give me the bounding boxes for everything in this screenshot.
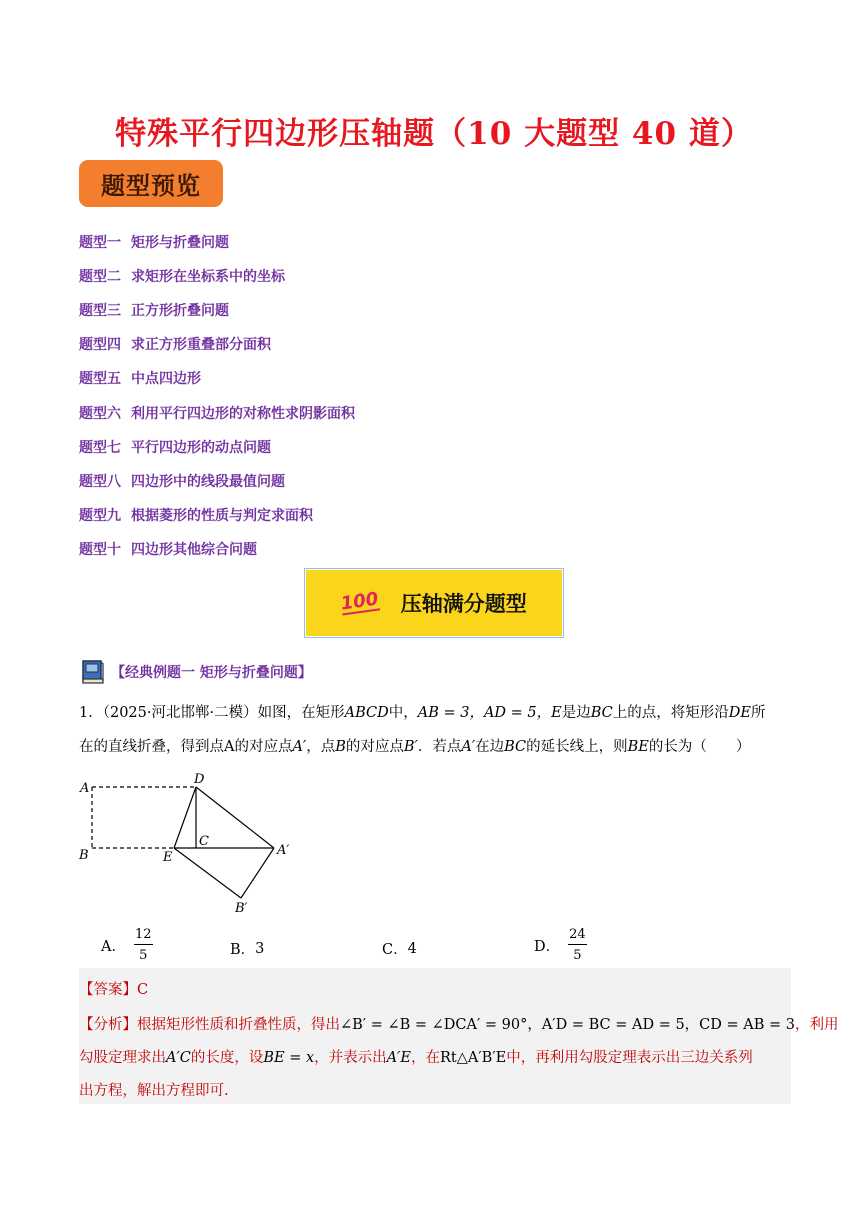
label-e: E	[163, 850, 173, 865]
option-a: A． $\frac{12}{5}$	[101, 927, 152, 963]
topic-item: 题型六 利用平行四边形的对称性求阴影面积	[79, 405, 355, 422]
label-a: A	[80, 781, 90, 796]
book-icon	[79, 658, 107, 686]
section-heading	[79, 658, 312, 686]
topic-item: 题型七 平行四边形的动点问题	[79, 439, 271, 456]
section-title: 【经典例题一 矩形与折叠问题】	[111, 665, 312, 681]
question-line-2: 在的直线折叠，得到点A的对应点A′，点B的对应点B′．若点A′在边BC的延长线上，则BE的长为（ ）	[79, 739, 751, 755]
label-c: C	[199, 834, 209, 849]
topic-item: 题型二 求矩形在坐标系中的坐标	[79, 269, 285, 286]
topic-item: 题型四 求正方形重叠部分面积	[79, 337, 271, 354]
topic-item: 题型五 中点四边形	[79, 371, 201, 388]
topic-item: 题型一 矩形与折叠问题	[79, 235, 229, 252]
geometry-figure	[76, 770, 306, 918]
document-title: 特殊平行四边形压轴题（10 大题型 40 道）	[115, 116, 753, 152]
preview-badge: 题型预览	[79, 160, 223, 207]
topic-item: 题型八 四边形中的线段最值问题	[79, 473, 285, 490]
answer-box	[79, 968, 839, 1104]
label-d: D	[194, 772, 205, 787]
option-b: B． 3	[230, 940, 265, 958]
analysis-line-1: 【分析】根据矩形性质和折叠性质，得出∠B′ = ∠B = ∠DCA′ = 90°，A′D = BC = AD = 5，CD = AB = 3，利用	[79, 1017, 839, 1033]
option-d: D． $\frac{24}{5}$	[534, 927, 586, 963]
label-a-prime: A′	[277, 843, 290, 858]
answer-line: 【答案】C	[79, 982, 149, 998]
question-line-1: 1．（2025·河北邯郸·二模）如图，在矩形ABCD中，AB = 3，AD = 5，E是边BC上的点，将矩形沿DE所	[79, 705, 766, 721]
full-score-banner	[304, 568, 564, 638]
topic-item: 题型九 根据菱形的性质与判定求面积	[79, 507, 313, 524]
analysis-line-3: 出方程，解出方程即可.	[79, 1083, 229, 1099]
topic-item: 题型十 四边形其他综合问题	[79, 541, 257, 558]
label-b: B	[79, 848, 89, 863]
label-b-prime: B′	[235, 901, 248, 916]
hundred-points-icon: 100	[339, 588, 380, 615]
analysis-line-2: 勾股定理求出A′C的长度，设BE = x，并表示出A′E，在Rt△A′B′E中，再利用勾股定理表示出三边关系列	[79, 1050, 753, 1066]
option-c: C． 4	[382, 940, 417, 958]
banner-text: 压轴满分题型	[400, 592, 527, 616]
topic-item: 题型三 正方形折叠问题	[79, 303, 229, 320]
topic-list	[79, 225, 355, 566]
